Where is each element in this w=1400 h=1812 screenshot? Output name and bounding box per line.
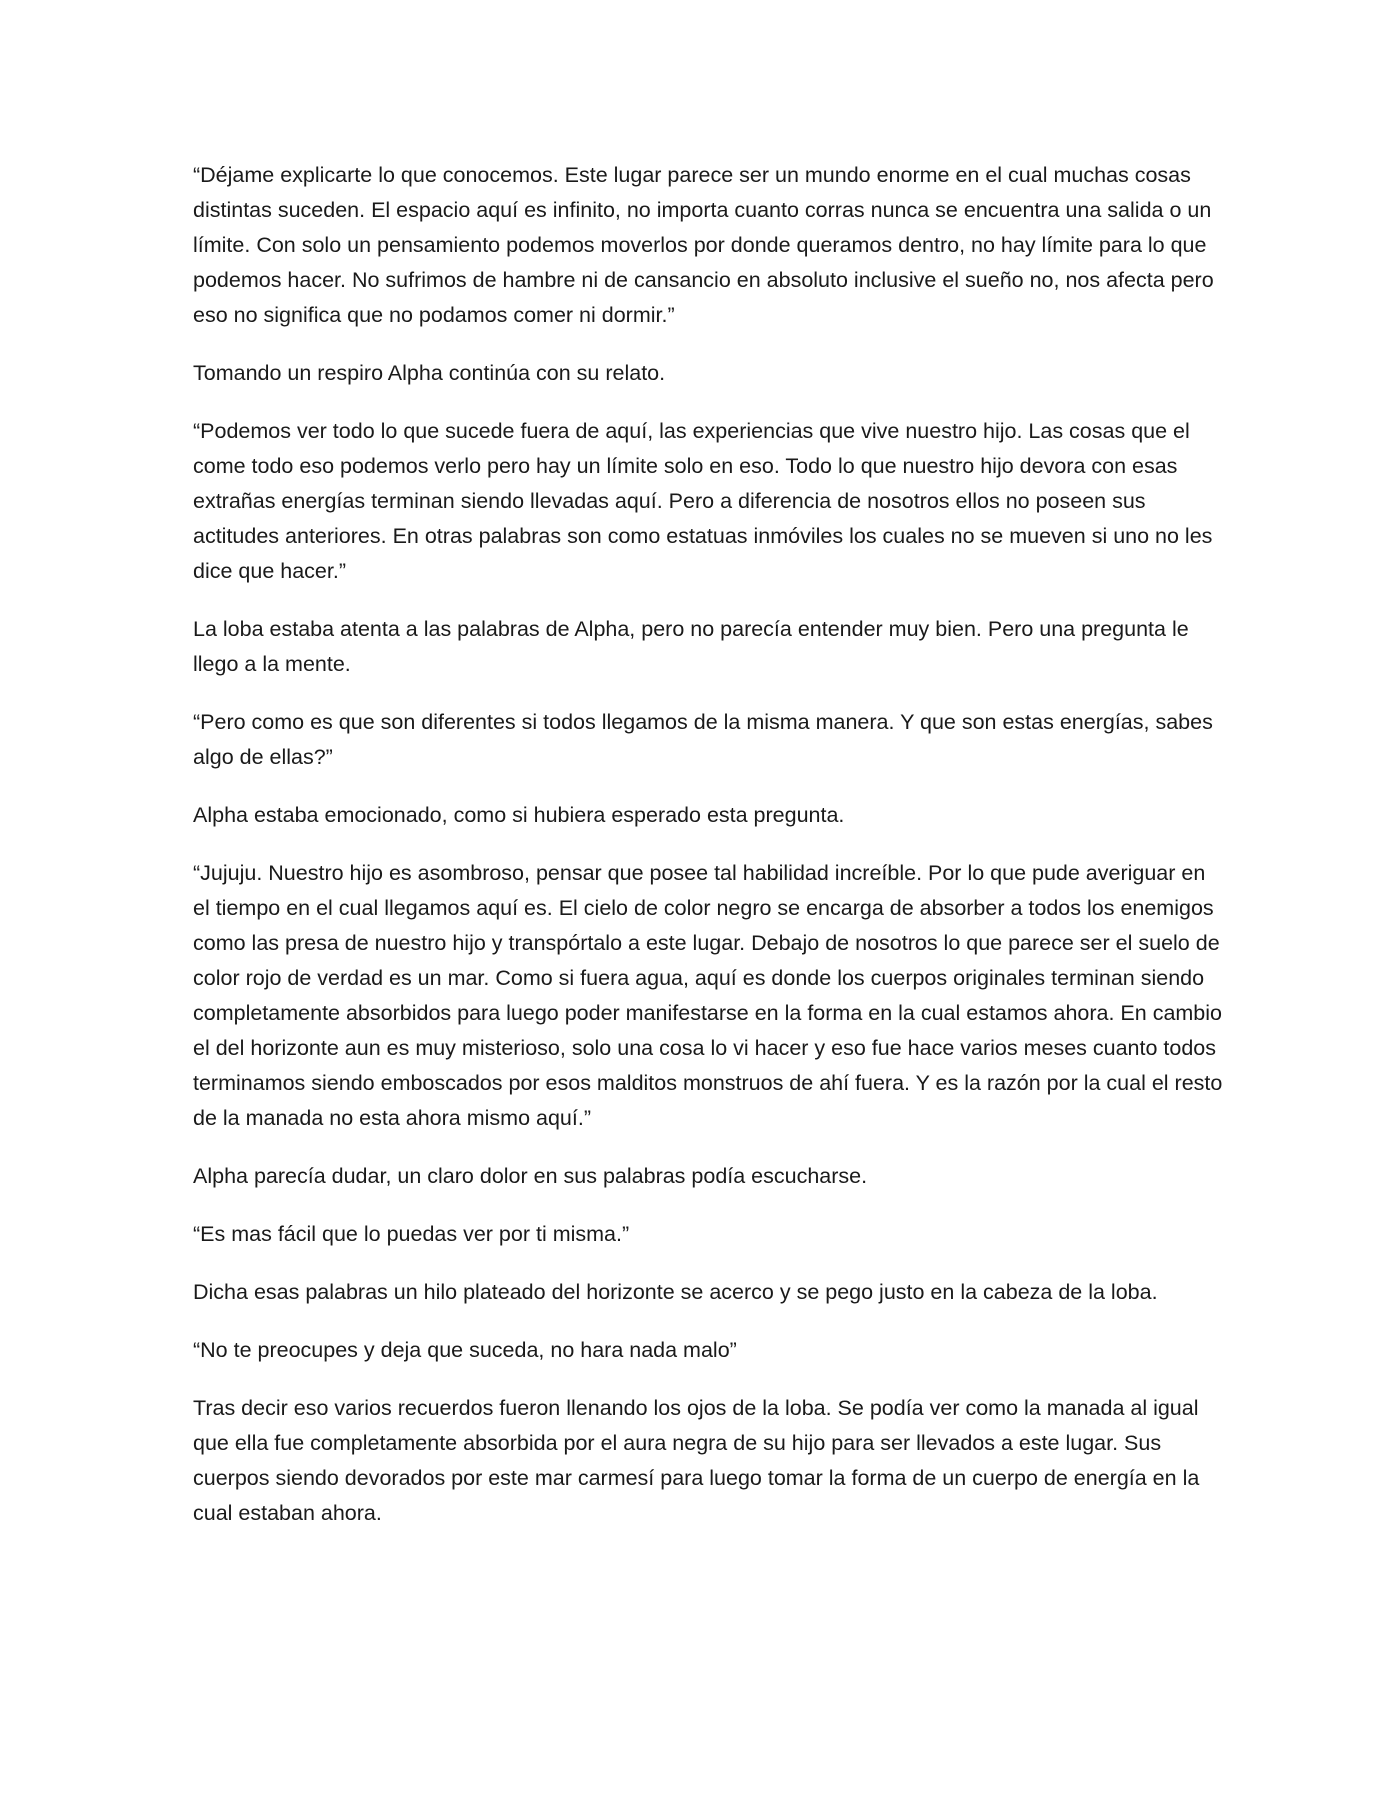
paragraph: “Jujuju. Nuestro hijo es asombroso, pensar que posee tal habilidad increíble. Por lo que pude averiguar en el tiempo en el cual llegamos aquí es. El cielo de color negro se encarga de absorber a todos los enemigos como las presa de nuestro hijo y transpórtalo a este lugar. Debajo de nosotros lo que parece ser el suelo de color rojo de verdad es un mar. Como si fuera agua, aquí es donde los cuerpos originales terminan siendo completamente absorbidos para luego poder manifestarse en la forma en la cual estamos ahora. En cambio el del horizonte aun es muy misterioso, solo una cosa lo vi hacer y eso fue hace varios meses cuanto todos terminamos siendo emboscados por esos malditos monstruos de ahí fuera. Y es la razón por la cual el resto de la manada no esta ahora mismo aquí.” — [193, 861, 1223, 1130]
paragraph: Dicha esas palabras un hilo plateado del horizonte se acerco y se pego justo en la cabeza de la loba. — [193, 1280, 1158, 1304]
paragraph: Alpha parecía dudar, un claro dolor en sus palabras podía escucharse. — [193, 1164, 868, 1188]
paragraph: “Es mas fácil que lo puedas ver por ti misma.” — [193, 1222, 630, 1246]
paragraph: “Podemos ver todo lo que sucede fuera de aquí, las experiencias que vive nuestro hijo. Las cosas que el come todo eso podemos verlo pero hay un límite solo en eso. Todo lo que nuestro hijo devora con esas extrañas energías terminan siendo llevadas aquí. Pero a diferencia de nosotros ellos no poseen sus actitudes anteriores. En otras palabras son como estatuas inmóviles los cuales no se mueven si uno no les dice que hacer.” — [193, 419, 1213, 583]
document-body — [193, 158, 1223, 1554]
paragraph: Tomando un respiro Alpha continúa con su relato. — [193, 361, 666, 385]
paragraph: La loba estaba atenta a las palabras de Alpha, pero no parecía entender muy bien. Pero una pregunta le llego a la mente. — [193, 617, 1189, 676]
paragraph: Tras decir eso varios recuerdos fueron llenando los ojos de la loba. Se podía ver como la manada al igual que ella fue completamente absorbida por el aura negra de su hijo para ser llevados a este lugar. Sus cuerpos siendo devorados por este mar carmesí para luego tomar la forma de un cuerpo de energía en la cual estaban ahora. — [193, 1396, 1200, 1525]
paragraph: “Déjame explicarte lo que conocemos. Este lugar parece ser un mundo enorme en el cual muchas cosas distintas suceden. El espacio aquí es infinito, no importa cuanto corras nunca se encuentra una salida o un límite. Con solo un pensamiento podemos moverlos por donde queramos dentro, no hay límite para lo que podemos hacer. No sufrimos de hambre ni de cansancio en absoluto inclusive el sueño no, nos afecta pero eso no significa que no podamos comer ni dormir.” — [193, 163, 1214, 327]
paragraph: Alpha estaba emocionado, como si hubiera esperado esta pregunta. — [193, 803, 845, 827]
paragraph: “No te preocupes y deja que suceda, no hara nada malo” — [193, 1338, 737, 1362]
paragraph: “Pero como es que son diferentes si todos llegamos de la misma manera. Y que son estas energías, sabes algo de ellas?” — [193, 710, 1213, 769]
